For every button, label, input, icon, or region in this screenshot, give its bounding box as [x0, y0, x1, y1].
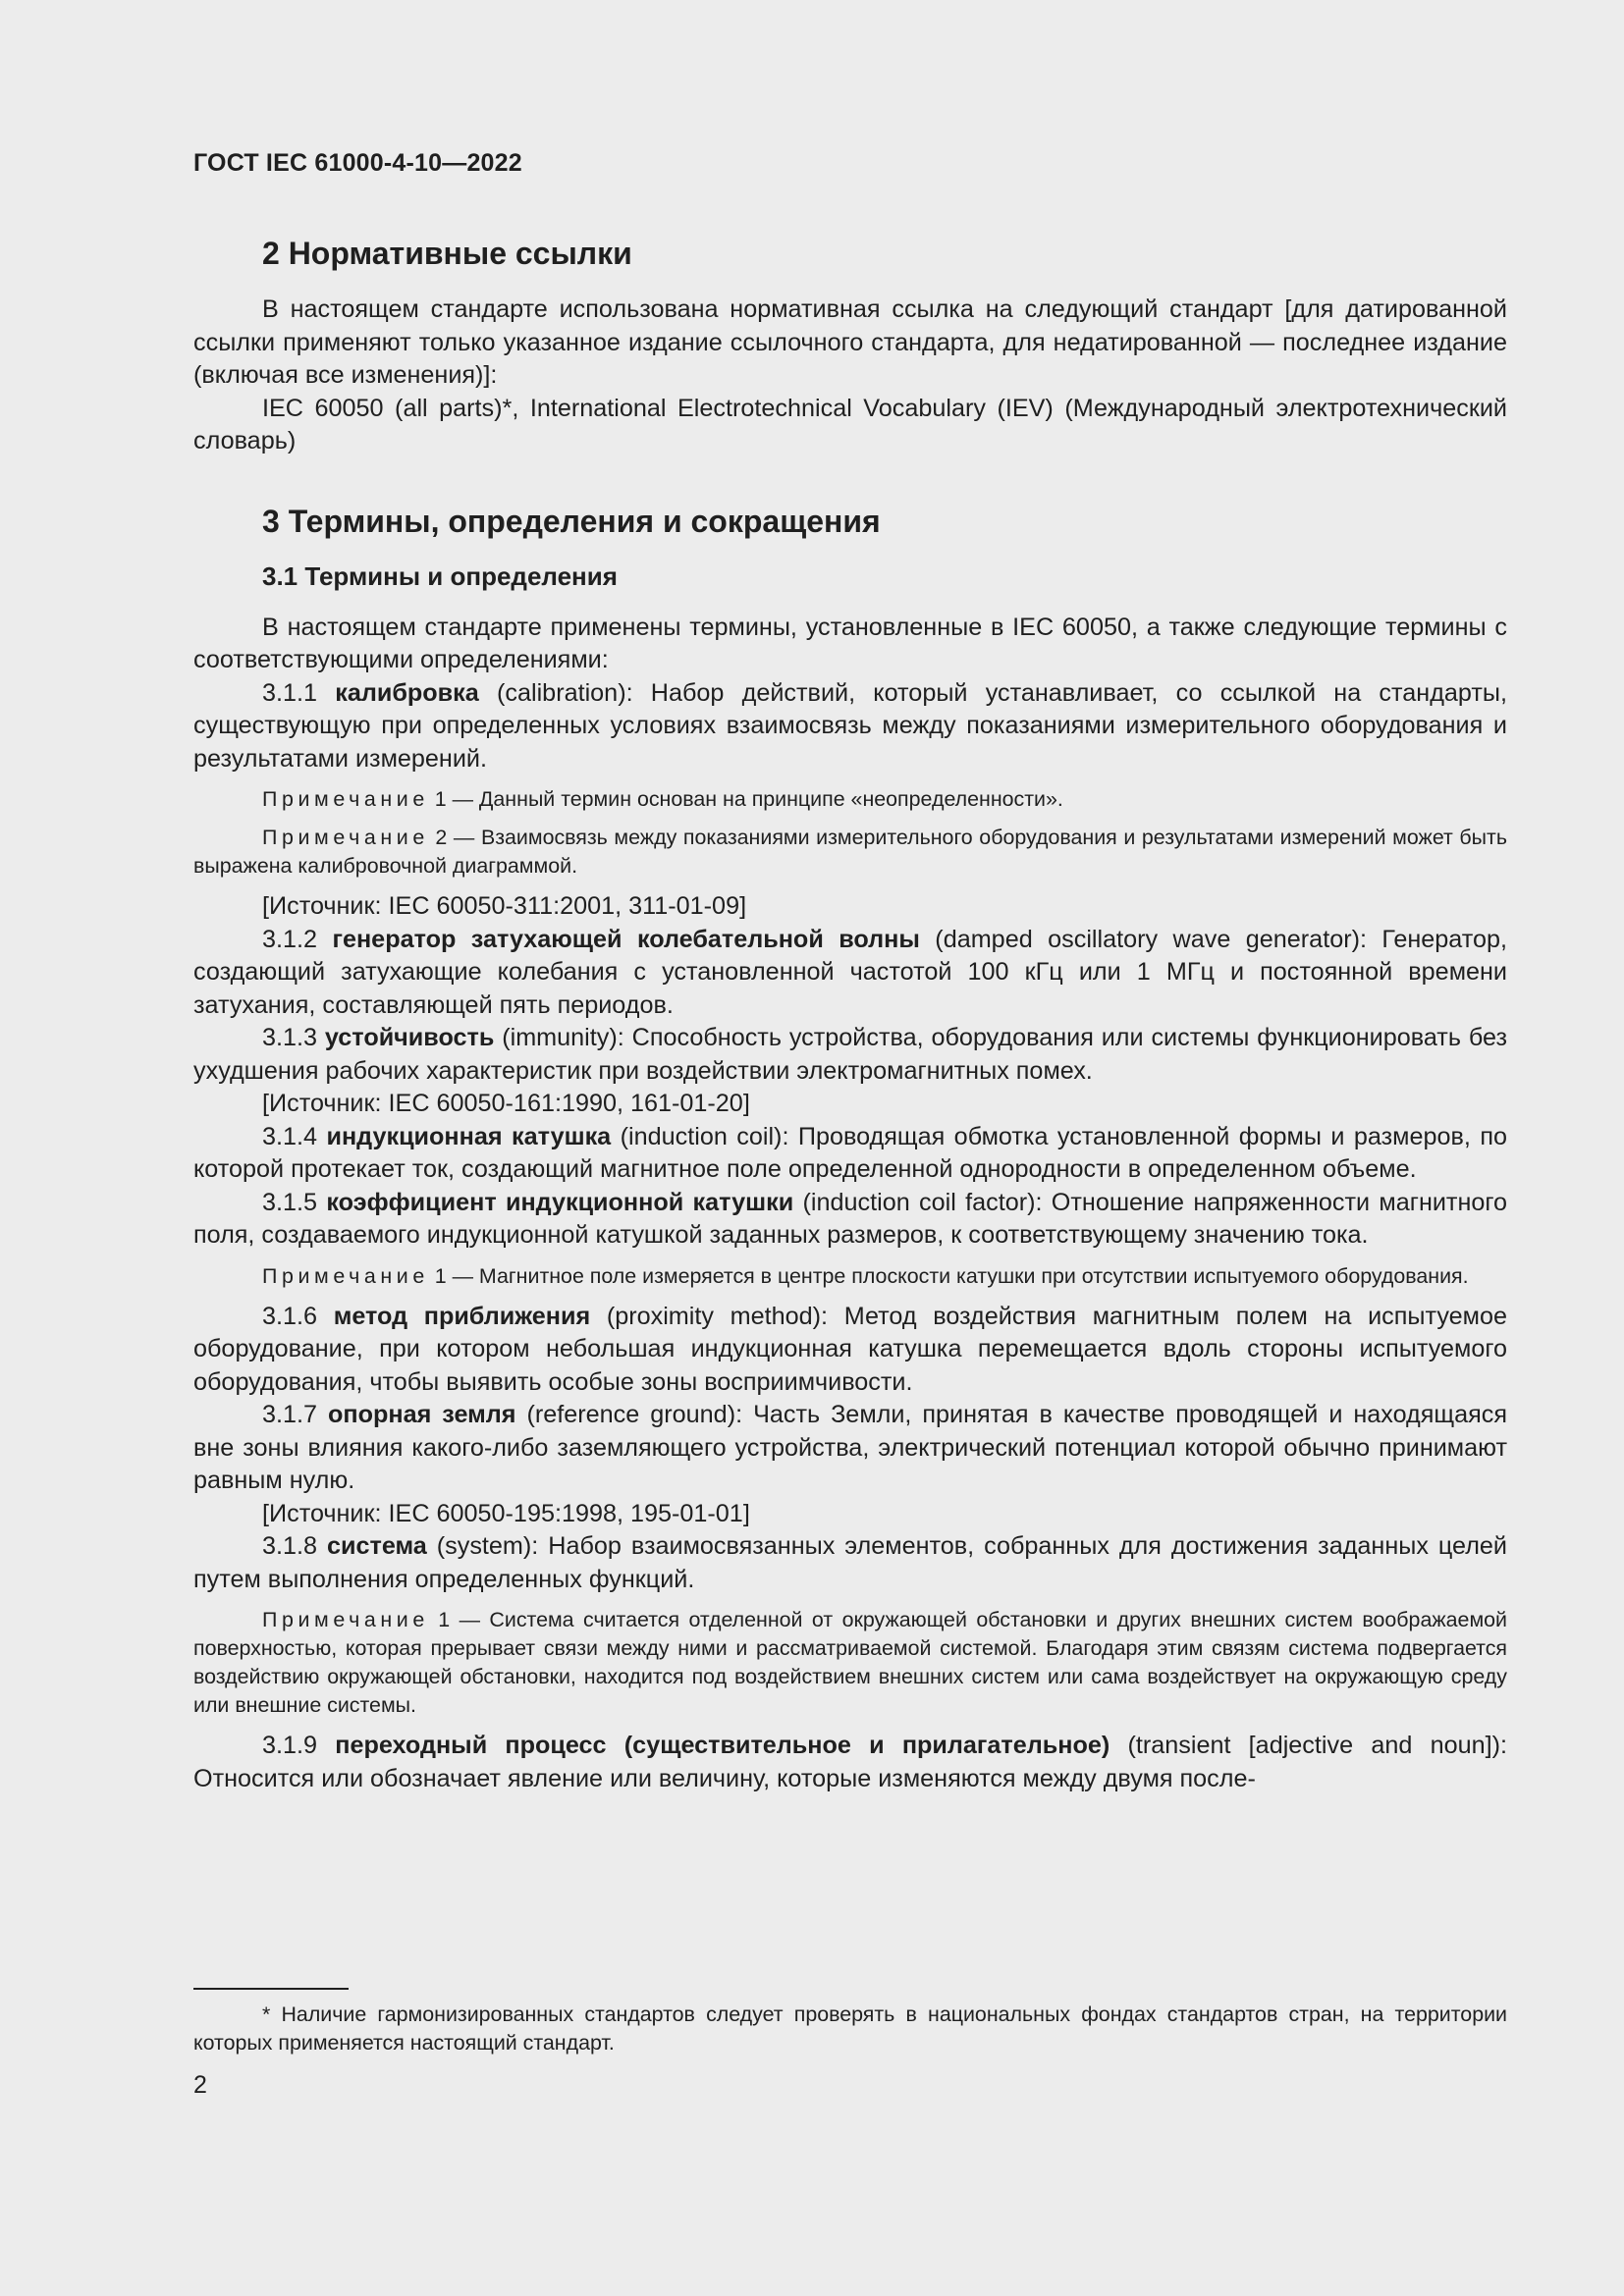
term-definition: (reference ground): Часть Земли, принятая в качестве проводящей и находящаяся вне зоны влияния какого-либо заземляющего устройства, электрический потенциал которой обычно принимают равным нулю. [193, 1401, 1508, 1494]
term-definition: (transient [adjective and noun]): Относится или обозначает явление или величину, которые изменяются между двумя после- [193, 1732, 1507, 1792]
term-name: генератор затухающей колебательной волны [332, 925, 920, 953]
term-number: 3.1.5 [262, 1188, 318, 1216]
term-definition: (induction coil): Проводящая обмотка установленной формы и размеров, по которой протекает ток, создающий магнитное поле определенной однородности в определенном объеме. [193, 1122, 1507, 1183]
section-2-reference: IEC 60050 (all parts)*, International Electrotechnical Vocabulary (IEV) (Международный электротехнический словарь) [193, 394, 1507, 454]
term-name: устойчивость [324, 1024, 495, 1051]
term-name: коэффициент индукционной катушки [326, 1188, 794, 1216]
term-number: 3.1.7 [262, 1401, 318, 1428]
page-content [193, 236, 1507, 1795]
note-text: 1 — Данный термин основан на принципе «неопределенности». [428, 787, 1063, 811]
term-name: опорная земля [328, 1401, 516, 1428]
term-3-1-8 [193, 1530, 1507, 1596]
term-number: 3.1.9 [262, 1732, 318, 1759]
subsection-3-1-title: 3.1 Термины и определения [262, 561, 618, 591]
term-3-1-1 [193, 677, 1507, 776]
note-3-1-1-1 [193, 785, 1507, 814]
note-text: 1 — Магнитное поле измеряется в центре плоскости катушки при отсутствии испытуемого оборудования. [428, 1263, 1469, 1288]
page-number: 2 [193, 2071, 207, 2099]
term-definition: (damped oscillatory wave generator): Генератор, создающий затухающие колебания с установленной частотой 100 кГц или 1 МГц и постоянной времени затухания, составляющей пять периодов. [193, 925, 1508, 1019]
term-number: 3.1.6 [262, 1302, 318, 1330]
note-label: Примечание [262, 1263, 429, 1288]
term-name: переходный процесс (существительное и прилагательное) [335, 1732, 1110, 1759]
note-text: 1 — Система считается отделенной от окружающей обстановки и других внешних систем воображаемой поверхностью, которая прерывает связи между ними и рассматриваемой системой. Благодаря этим связям система подвергается воздействию окружающей обстановки, находится под воздействием внешних систем или сама воздействует на окружающую среду или внешние системы. [193, 1608, 1507, 1717]
note-label: Примечание [262, 787, 429, 811]
footnote: * Наличие гармонизированных стандартов следует проверять в национальных фондах стандартов стран, на территории которых применяется настоящий стандарт. [193, 2002, 1507, 2055]
note-label: Примечание [262, 826, 429, 849]
note-3-1-1-2 [193, 824, 1507, 881]
term-3-1-7 [193, 1399, 1507, 1498]
term-definition: (calibration): Набор действий, который устанавливает, со ссылкой на стандарты, существующую при определенных условиях взаимосвязь между показаниями измерительного оборудования и результатами измерений. [193, 678, 1507, 773]
section-2-intro: В настоящем стандарте использована нормативная ссылка на следующий стандарт [для датированной ссылки применяют только указанное издание ссылочного стандарта, для недатированной — последнее издание (включая все изменения)]: [193, 295, 1507, 389]
term-3-1-4 [193, 1121, 1507, 1187]
source-3-1-3: [Источник: IEC 60050-161:1990, 161-01-20] [262, 1090, 750, 1117]
term-definition: (immunity): Способность устройства, оборудования или системы функционировать без ухудшения рабочих характеристик при воздействии электромагнитных помех. [193, 1024, 1507, 1085]
term-number: 3.1.8 [262, 1532, 318, 1560]
section-3-title: 3 Термины, определения и сокращения [262, 503, 881, 539]
term-name: индукционная катушка [326, 1122, 612, 1150]
source-3-1-1: [Источник: IEC 60050-311:2001, 311-01-09] [262, 892, 747, 920]
term-3-1-2 [193, 924, 1507, 1023]
footnote-divider [193, 1988, 349, 1990]
term-name: калибровка [335, 678, 479, 707]
term-number: 3.1.4 [262, 1122, 318, 1150]
term-definition: (induction coil factor): Отношение напряженности магнитного поля, создаваемого индукционной катушкой заданных размеров, к соответствующему значению тока. [193, 1188, 1508, 1249]
term-3-1-3 [193, 1022, 1507, 1088]
term-3-1-6 [193, 1301, 1507, 1400]
term-definition: (proximity method): Метод воздействия магнитным полем на испытуемое оборудование, при котором небольшая индукционная катушка перемещается вдоль стороны испытуемого оборудования, чтобы выявить особые зоны восприимчивости. [193, 1302, 1507, 1396]
term-number: 3.1.3 [262, 1024, 318, 1051]
term-number: 3.1.2 [262, 925, 318, 953]
note-text: 2 — Взаимосвязь между показаниями измерительного оборудования и результатами измерений может быть выражена калибровочной диаграммой. [193, 826, 1507, 878]
term-3-1-5 [193, 1187, 1507, 1253]
note-label: Примечание [262, 1608, 429, 1631]
term-number: 3.1.1 [262, 678, 318, 707]
note-3-1-5-1 [193, 1262, 1507, 1291]
term-3-1-9 [193, 1730, 1507, 1795]
term-name: метод приближения [333, 1302, 591, 1330]
document-header: ГОСТ IEC 61000-4-10—2022 [193, 149, 522, 177]
term-name: система [326, 1532, 427, 1560]
section-2-title: 2 Нормативные ссылки [262, 236, 632, 271]
term-definition: (system): Набор взаимосвязанных элементов, собранных для достижения заданных целей путем выполнения определенных функций. [193, 1532, 1507, 1593]
section-3-intro: В настоящем стандарте применены термины, установленные в IEC 60050, а также следующие термины с соответствующими определениями: [193, 613, 1507, 673]
source-3-1-7: [Источник: IEC 60050-195:1998, 195-01-01] [262, 1499, 750, 1527]
note-3-1-8-1 [193, 1606, 1507, 1720]
